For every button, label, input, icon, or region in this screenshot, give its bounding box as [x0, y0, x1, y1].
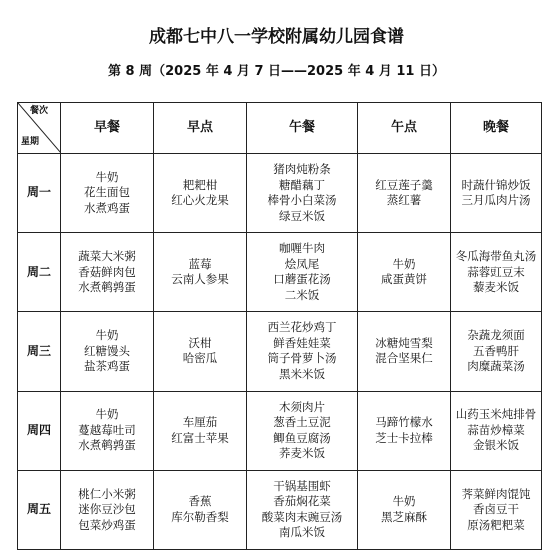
menu-cell-dinner [451, 312, 542, 391]
weekday-label: 周五 [18, 470, 61, 549]
dish-item: 咸蛋黄饼 [381, 272, 427, 287]
dish-item: 牛奶 [95, 407, 119, 422]
menu-cell-lunch [247, 312, 358, 391]
dish-item: 红豆莲子羹 [375, 177, 433, 192]
dish-item: 蔬菜大米粥 [78, 249, 136, 264]
dish-item: 咖喱牛肉 [279, 241, 325, 256]
dish-item: 哈密瓜 [182, 351, 218, 366]
menu-cell-afternoon-snack [358, 154, 451, 233]
dish-item: 荞麦米饭 [279, 446, 325, 461]
menu-cell-breakfast [61, 233, 154, 312]
menu-cell-morning-snack [154, 154, 247, 233]
dish-item: 鲜香娃娃菜 [273, 335, 331, 350]
dish-item: 棒骨小白菜汤 [267, 193, 337, 208]
dish-item: 黑芝麻酥 [381, 509, 427, 524]
menu-cell-breakfast [61, 154, 154, 233]
menu-cell-dinner [451, 391, 542, 470]
table-row [18, 312, 542, 391]
menu-cell-dinner [451, 470, 542, 549]
dish-item: 花生面包 [84, 185, 130, 200]
dish-item: 牛奶 [392, 256, 416, 271]
dish-item: 烩凤尾 [284, 256, 320, 271]
menu-cell-breakfast [61, 312, 154, 391]
dish-item: 蒸红薯 [386, 193, 422, 208]
week-subtitle: 第 8 周（2025 年 4 月 7 日——2025 年 4 月 11 日） [108, 64, 445, 79]
dish-item: 红糖馒头 [84, 343, 130, 358]
table-row [18, 154, 542, 233]
weekday-label: 周二 [18, 233, 61, 312]
dish-item: 蒜苗炒樟菜 [467, 422, 525, 437]
dish-item: 绿豆米饭 [279, 208, 325, 223]
table-row [18, 233, 542, 312]
dish-item: 荠菜鲜肉馄饨 [461, 486, 531, 501]
dish-item: 蓝莓 [188, 256, 212, 271]
dish-item: 肉糜蔬菜汤 [467, 359, 525, 374]
menu-cell-lunch [247, 233, 358, 312]
menu-cell-afternoon-snack [358, 470, 451, 549]
header-dinner: 晚餐 [451, 103, 542, 154]
header-afternoon-snack: 午点 [358, 103, 451, 154]
header-morning-snack: 早点 [154, 103, 247, 154]
dish-item: 冬瓜海带鱼丸汤 [455, 249, 537, 264]
menu-cell-dinner [451, 233, 542, 312]
dish-item: 车厘茄 [182, 415, 218, 430]
corner-cell [18, 103, 61, 154]
page-title: 成都七中八一学校附属幼儿园食谱 [149, 27, 404, 47]
dish-item: 三月瓜肉片汤 [461, 193, 531, 208]
dish-item: 时蔬什锦炒饭 [461, 177, 531, 192]
menu-table [17, 102, 542, 550]
menu-cell-morning-snack [154, 312, 247, 391]
menu-cell-afternoon-snack [358, 233, 451, 312]
header-breakfast: 早餐 [61, 103, 154, 154]
dish-item: 二米饭 [284, 287, 320, 302]
menu-cell-afternoon-snack [358, 391, 451, 470]
dish-item: 酸菜肉末豌豆汤 [261, 509, 343, 524]
dish-item: 藜麦米饭 [473, 280, 519, 295]
dish-item: 香茄焖花菜 [273, 494, 331, 509]
dish-item: 混合坚果仁 [375, 351, 433, 366]
menu-cell-lunch [247, 470, 358, 549]
corner-meal-label: 餐次 [30, 106, 49, 116]
dish-item: 云南人参果 [171, 272, 229, 287]
dish-item: 鲫鱼豆腐汤 [273, 430, 331, 445]
dish-item: 香菇鲜肉包 [78, 264, 136, 279]
dish-item: 山药玉米炖排骨 [455, 407, 537, 422]
dish-item: 口蘑蛋花汤 [273, 272, 331, 287]
dish-item: 冰糖炖雪梨 [375, 335, 433, 350]
dish-item: 包菜炒鸡蛋 [78, 517, 136, 532]
menu-cell-breakfast [61, 470, 154, 549]
menu-cell-afternoon-snack [358, 312, 451, 391]
dish-item: 耙耙柑 [182, 177, 218, 192]
dish-item: 马蹄竹檬水 [375, 415, 433, 430]
dish-item: 五香鸭肝 [473, 343, 519, 358]
dish-item: 西兰花炒鸡丁 [267, 320, 337, 335]
dish-item: 桃仁小米粥 [78, 486, 136, 501]
dish-item: 水煮鹌鹑蛋 [78, 280, 136, 295]
dish-item: 猪肉炖粉条 [273, 162, 331, 177]
dish-item: 筒子骨萝卜汤 [267, 351, 337, 366]
dish-item: 库尔勒香梨 [171, 509, 229, 524]
menu-cell-morning-snack [154, 470, 247, 549]
dish-item: 葱香土豆泥 [273, 415, 331, 430]
menu-cell-morning-snack [154, 391, 247, 470]
dish-item: 芝士卡拉棒 [375, 430, 433, 445]
menu-cell-lunch [247, 391, 358, 470]
dish-item: 干锅基围虾 [273, 478, 331, 493]
dish-item: 红富士苹果 [171, 430, 229, 445]
weekday-label: 周三 [18, 312, 61, 391]
dish-item: 香蕉 [188, 494, 212, 509]
weekday-label: 周一 [18, 154, 61, 233]
dish-item: 木须肉片 [279, 399, 325, 414]
dish-item: 水煮鹌鹑蛋 [78, 438, 136, 453]
dish-item: 香卤豆干 [473, 502, 519, 517]
menu-cell-morning-snack [154, 233, 247, 312]
dish-item: 牛奶 [95, 328, 119, 343]
table-row [18, 470, 542, 549]
menu-cell-dinner [451, 154, 542, 233]
dish-item: 迷你豆沙包 [78, 502, 136, 517]
menu-cell-lunch [247, 154, 358, 233]
dish-item: 杂蔬龙须面 [467, 328, 525, 343]
weekday-label: 周四 [18, 391, 61, 470]
dish-item: 南瓜米饭 [279, 525, 325, 540]
corner-weekday-label: 星期 [21, 137, 40, 147]
dish-item: 牛奶 [392, 494, 416, 509]
header-lunch: 午餐 [247, 103, 358, 154]
dish-item: 黑米米饭 [279, 366, 325, 381]
dish-item: 沃柑 [188, 335, 212, 350]
dish-item: 盐茶鸡蛋 [84, 359, 130, 374]
table-row [18, 391, 542, 470]
dish-item: 红心火龙果 [171, 193, 229, 208]
dish-item: 水煮鸡蛋 [84, 200, 130, 215]
dish-item: 蒜蓉豇豆末 [467, 264, 525, 279]
header-row [18, 103, 542, 154]
dish-item: 糖醋藕丁 [279, 177, 325, 192]
dish-item: 原汤粑粑菜 [467, 517, 525, 532]
dish-item: 金银米饭 [473, 438, 519, 453]
menu-cell-breakfast [61, 391, 154, 470]
dish-item: 牛奶 [95, 169, 119, 184]
dish-item: 蔓越莓吐司 [78, 422, 136, 437]
